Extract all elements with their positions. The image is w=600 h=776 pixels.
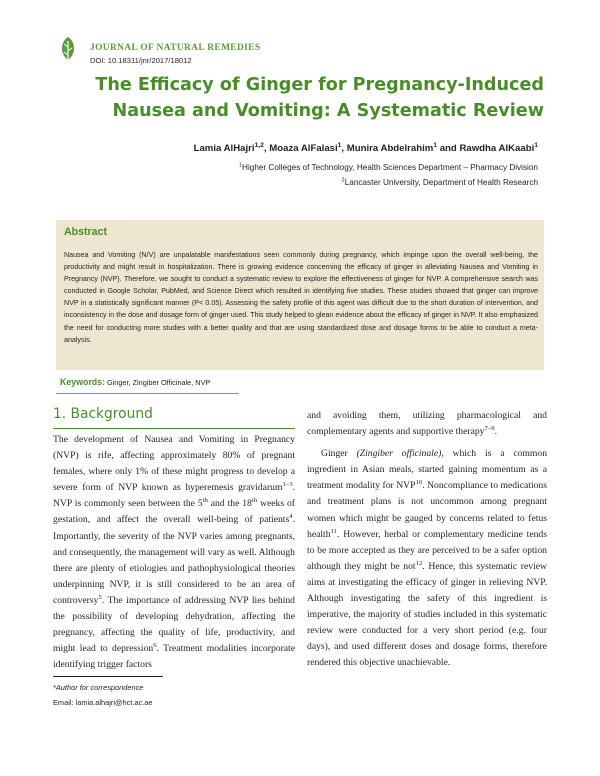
body-text: . The importance of addressing NVP lies behind the possibility of developing dehydration, affecting the pregnancy, affecting the quality of life, productivity, and might lead to depression xyxy=(53,594,295,655)
section-divider xyxy=(53,428,295,429)
abstract-text: Nausea and Vomiting (N/V) are unpalatable manifestations seen commonly during pregnancy, which impinge upon the overall well-being, the productivity and might result in hospitalization. There is growing evidence concerning the efficacy of ginger in alleviating Nausea and Vomiting in Pregnancy (NVP). Therefore, we sought to conduct a systematic review to explore the effectiveness of ginger for NVP. A comprehensive search was conducted in Google Scholar, PubMed, and Science Direct which resulted in identifying five studies. These studies showed that ginger can improve NVP in a statistically significant manner (P< 0.05). Assessing the safety profile of this agent was difficult due to the short duration of intervention, and inconsistency in the dose and dosage form of ginger used. This study helped to glean evidence about the efficacy of ginger in NVP. It also emphasized the need for conducting more studies with a better quality and that are using standardized dose and dosage forms to be able to conduct a meta-analysis. xyxy=(64,251,538,344)
correspondence-email: Email: lamia.alhajri@hct.ac.ae xyxy=(53,698,153,707)
section-heading: 1. Background xyxy=(53,406,153,422)
author-name: Rawdha AlKaabi xyxy=(459,143,535,154)
paragraph xyxy=(53,432,295,673)
author-name: Lamia AlHajri xyxy=(193,143,255,154)
citation: 12 xyxy=(415,559,423,567)
body-text: and avoiding them, utilizing pharmacological and complementary agents and supportive therapy xyxy=(307,410,547,438)
citation: 6 xyxy=(153,642,157,649)
doi: DOI: 10.18311/jnr/2017/18012 xyxy=(90,56,192,65)
body-text: Ginger xyxy=(321,448,357,460)
body-text: . However, herbal or complementary medicine tends to be more accepted as they are perceived to be a safer option although they might be not xyxy=(307,528,547,572)
footnote-divider xyxy=(53,676,163,677)
author-affil-sup: 1,2 xyxy=(254,141,264,149)
body-text: which is a common ingredient in Asian meals, started gaining momentum as a treatment modality for NVP xyxy=(307,448,548,492)
author-sep: , xyxy=(341,143,347,154)
affiliation-1 xyxy=(60,163,538,172)
author-sep: , xyxy=(263,143,270,154)
ordinal-sup: th xyxy=(251,497,258,505)
keywords-text: Ginger, Zingiber Officinale, NVP xyxy=(104,378,211,387)
body-text: . xyxy=(494,426,498,438)
affil-text: Lancaster University, Department of Health Research xyxy=(344,178,538,187)
body-column-left xyxy=(53,432,295,673)
title-line-1: The Efficacy of Ginger for Pregnancy-Induced xyxy=(95,75,544,95)
author-sep: and xyxy=(437,143,460,154)
body-text: weeks of gestation, and affect the overall well-being of patients xyxy=(53,498,296,526)
body-text-italic: (Zingiber officinale), xyxy=(356,448,444,460)
author-name: Munira Abdelrahim xyxy=(346,143,434,154)
paragraph xyxy=(307,408,547,440)
correspondence-note: *Author for correspondence xyxy=(53,683,144,692)
author-affil-sup: 1 xyxy=(534,141,538,149)
citation: 11 xyxy=(330,527,338,535)
abstract-heading: Abstract xyxy=(64,226,107,238)
affil-text: Higher Colleges of Technology, Health Sciences Department – Pharmacy Division xyxy=(242,163,538,172)
body-column-right xyxy=(307,408,547,672)
citation: 5 xyxy=(98,593,102,601)
keywords-label: Keywords: xyxy=(60,377,105,387)
journal-leaf-logo-icon xyxy=(58,36,78,62)
title-line-2: Nausea and Vomiting: A Systematic Review xyxy=(112,101,544,121)
affiliation-2 xyxy=(60,178,538,187)
citation: 7–9 xyxy=(484,424,495,432)
author-affil-sup: 1 xyxy=(337,141,342,149)
journal-name: JOURNAL OF NATURAL REMEDIES xyxy=(90,43,261,53)
affil-sup: 1 xyxy=(238,162,243,169)
citation: 10 xyxy=(415,479,423,487)
ordinal-sup: th xyxy=(202,497,208,505)
body-text: The development of Nausea and Vomiting in Pregnancy (NVP) is rife, affecting approximately 80% of pregnant females, where only 1% of these might progress to develop a severe form of NVP known as hyperemesis gravidarum xyxy=(53,434,295,494)
author-list xyxy=(60,143,538,154)
body-text: . Importantly, the severity of the NVP varies among pregnants, and consequently, the management will vary as well. Although there are plenty of etiologies and pathophysiological theories underpinning NVP, it is still considered to be an area of controversy xyxy=(53,514,295,606)
body-text: . Noncompliance to medications and treatment plans is not uncommon among pregnant women which might be gauged by concerns related to fetus health xyxy=(307,480,547,540)
author-affil-sup: 1 xyxy=(433,141,438,149)
affil-sup: 2 xyxy=(341,177,345,184)
keywords-divider xyxy=(56,393,239,394)
body-text: and the 18 xyxy=(207,498,252,510)
keywords xyxy=(60,377,210,387)
article-title xyxy=(70,72,544,124)
body-text: . NVP is commonly seen between the 5 xyxy=(53,482,295,510)
author-name: Moaza AlFalasi xyxy=(269,143,338,154)
citation: 1–3 xyxy=(282,481,293,489)
citation: 4 xyxy=(289,513,293,521)
paragraph xyxy=(307,446,547,671)
body-text: . Hence, this systematic review aims at investigating the efficacy of ginger in relieving NVP. Although investigating the safety of this ingredient is imperative, the majority of studies included in this systematic review were conducted for a very short period (e.g. four days), and used different doses and dosage forms, therefore rendered this objective unachievable. xyxy=(307,560,547,669)
body-text: . Treatment modalities incorporate identifying trigger factors xyxy=(53,643,295,671)
